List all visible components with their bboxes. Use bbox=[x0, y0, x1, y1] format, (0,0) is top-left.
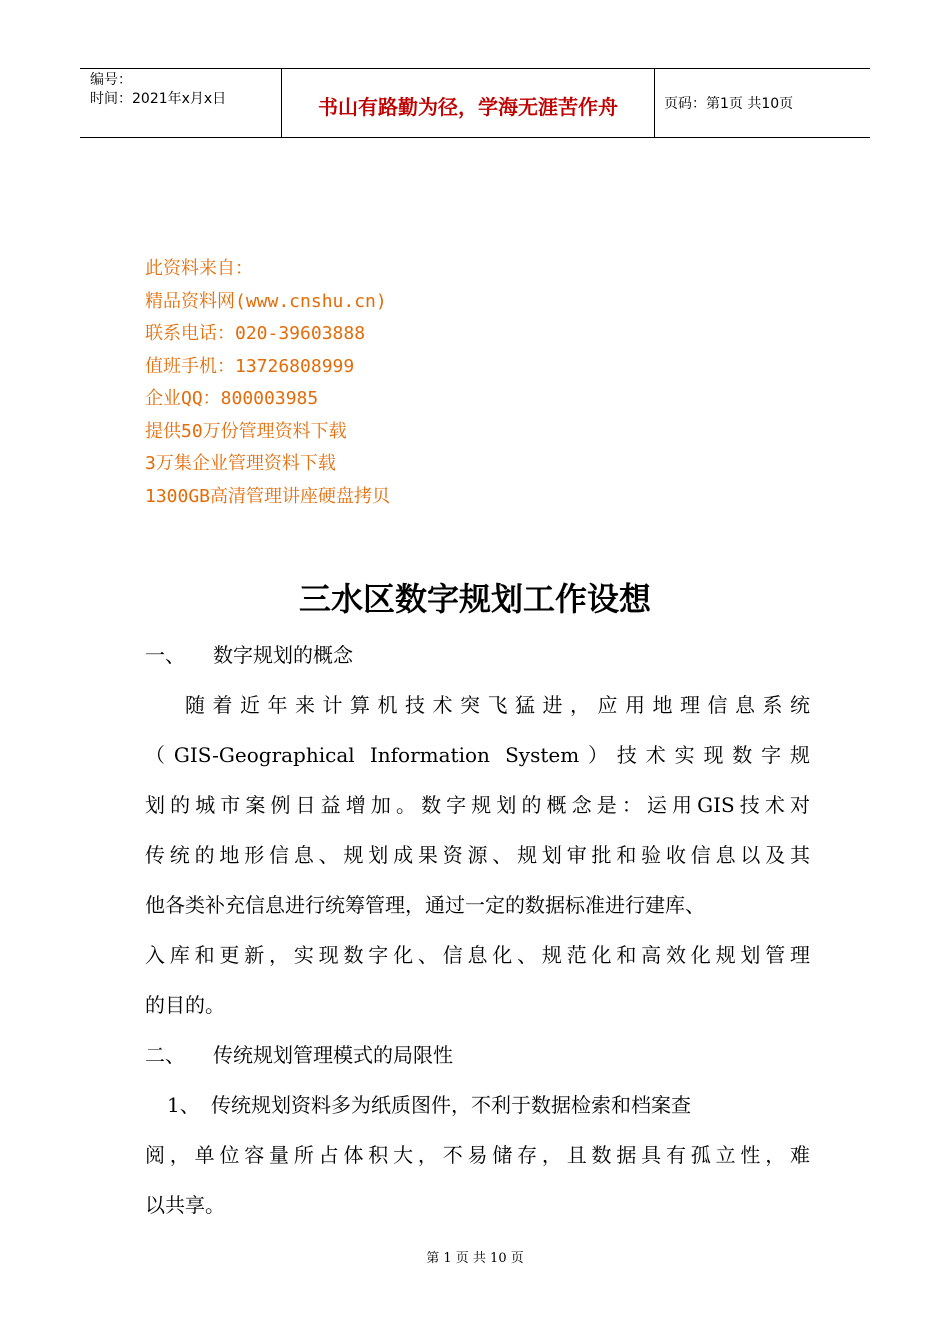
paragraph-line: 他各类补充信息进行统筹管理，通过一定的数据标准进行建库、 bbox=[145, 893, 705, 917]
section-number: 一、 bbox=[145, 643, 185, 667]
header-page-info: 页码：第1页 共10页 bbox=[664, 96, 794, 112]
document-body bbox=[145, 630, 810, 1230]
source-line: 联系电话：020-39603888 bbox=[145, 323, 366, 344]
header-motto: 书山有路勤为径，学海无涯苦作舟 bbox=[318, 95, 618, 119]
paragraph-line: 入库和更新，实现数字化、信息化、规范化和高效化规划管理 bbox=[145, 943, 810, 967]
source-line: 值班手机：13726808999 bbox=[145, 355, 355, 377]
list-item bbox=[145, 1080, 810, 1130]
number-label: 编号： bbox=[90, 72, 132, 88]
paragraph-line: 以共享。 bbox=[145, 1193, 225, 1217]
section-heading bbox=[145, 630, 810, 680]
page-footer: 第 1 页 共 10 页 bbox=[426, 1251, 524, 1266]
item-text: 传统规划资料多为纸质图件，不利于数据检索和档案查 bbox=[211, 1093, 691, 1117]
header-divider bbox=[654, 69, 655, 137]
paragraph-line: 传统的地形信息、规划成果资源、规划审批和验收信息以及其 bbox=[145, 843, 810, 867]
document-title: 三水区数字规划工作设想 bbox=[298, 580, 651, 618]
source-info bbox=[145, 253, 390, 513]
source-line: 1300GB高清管理讲座硬盘拷贝 bbox=[145, 485, 391, 507]
section-title: 传统规划管理模式的局限性 bbox=[213, 1043, 453, 1067]
header-meta bbox=[90, 71, 226, 109]
source-line: 3万集企业管理资料下载 bbox=[145, 453, 336, 474]
paragraph-line: 划的城市案例日益增加。数字规划的概念是：运用GIS技术对 bbox=[145, 793, 810, 817]
source-line: 企业QQ：800003985 bbox=[145, 388, 319, 409]
section-title: 数字规划的概念 bbox=[213, 643, 353, 667]
time-label: 时间：2021年x月x日 bbox=[90, 91, 227, 107]
source-line: 精品资料网(www.cnshu.cn) bbox=[145, 290, 387, 312]
section-number: 二、 bbox=[145, 1043, 185, 1067]
paragraph-line: 的目的。 bbox=[145, 993, 225, 1017]
source-line: 此资料来自： bbox=[145, 258, 253, 279]
section-heading bbox=[145, 1030, 810, 1080]
source-line: 提供50万份管理资料下载 bbox=[145, 420, 347, 442]
page-header bbox=[80, 68, 870, 138]
item-number: 1、 bbox=[167, 1093, 200, 1117]
paragraph-line: 阅，单位容量所占体积大，不易储存，且数据具有孤立性，难 bbox=[145, 1143, 810, 1167]
paragraph-line: 随着近年来计算机技术突飞猛进，应用地理信息系统 bbox=[185, 693, 810, 717]
paragraph-line: （GIS-Geographical Information System）技术实现数字规 bbox=[145, 743, 810, 767]
